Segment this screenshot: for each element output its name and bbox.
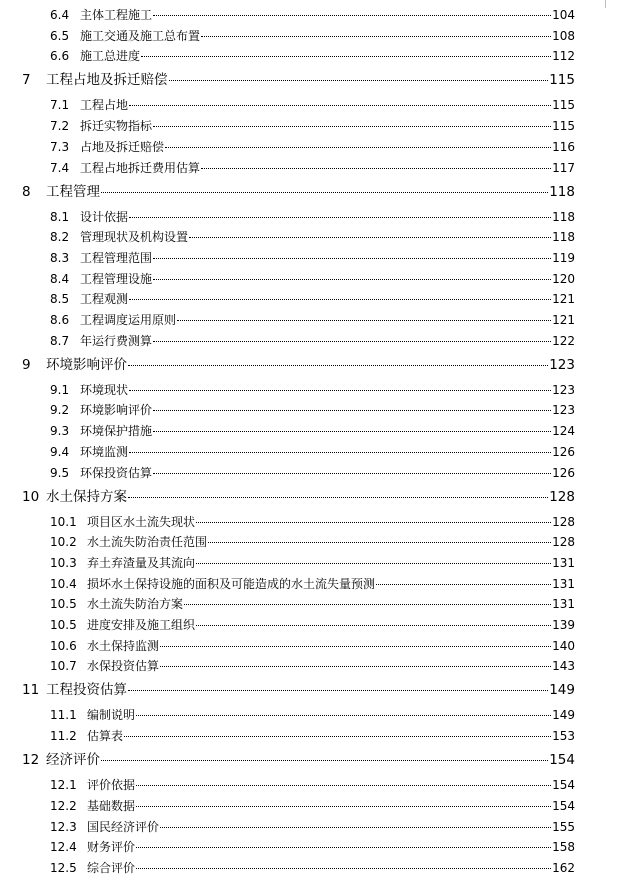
- toc-dot-leader: [128, 497, 548, 498]
- toc-entry-title: 水保投资估算: [87, 659, 160, 674]
- toc-entry-page: 122: [552, 333, 575, 348]
- toc-entry-number: 8: [22, 183, 31, 200]
- toc-entry-page: 154: [549, 752, 575, 769]
- toc-entry-page: 116: [552, 139, 575, 154]
- toc-entry-page: 115: [552, 98, 575, 113]
- toc-section-entry[interactable]: [50, 381, 575, 398]
- toc-entry-number: 6.4: [50, 8, 70, 22]
- toc-dot-leader: [129, 452, 551, 453]
- toc-entry-number: 12.1: [50, 778, 77, 793]
- toc-entry-number: 12.5: [50, 860, 77, 875]
- toc-entry-number: 10.5: [50, 597, 77, 612]
- toc-entry-number: 12.4: [50, 840, 77, 855]
- toc-dot-leader: [129, 217, 551, 218]
- toc-dot-leader: [129, 299, 551, 300]
- toc-dot-leader: [208, 542, 551, 543]
- toc-entry-title: 环境影响评价: [80, 403, 153, 418]
- toc-dot-leader: [160, 646, 551, 647]
- toc-entry-number: 10: [22, 488, 40, 505]
- toc-entry-page: 131: [552, 576, 575, 591]
- toc-dot-leader: [153, 473, 551, 474]
- toc-entry-page: 128: [552, 514, 575, 529]
- toc-dot-leader: [177, 320, 551, 321]
- toc-entry-number: 11.1: [50, 708, 77, 723]
- toc-section-entry[interactable]: [50, 554, 575, 571]
- toc-entry-page: 158: [552, 840, 575, 855]
- toc-entry-number: 8.5: [50, 292, 70, 307]
- toc-section-entry[interactable]: [50, 616, 575, 633]
- page-margin-marker: [605, 0, 606, 8]
- toc-dot-leader: [165, 147, 551, 148]
- toc-chapter-entry[interactable]: [22, 68, 575, 88]
- toc-entry-number: 8.1: [50, 209, 70, 224]
- toc-entry-number: 10.5: [50, 618, 77, 632]
- toc-section-entry[interactable]: [50, 533, 575, 550]
- toc-entry-page: 128: [552, 535, 575, 550]
- toc-entry-page: 126: [552, 444, 575, 459]
- toc-entry-title: 经济评价: [46, 752, 100, 769]
- toc-chapter-entry[interactable]: [22, 678, 575, 698]
- toc-entry-page: 120: [552, 271, 575, 286]
- toc-dot-leader: [201, 36, 551, 37]
- toc-entry-title: 占地及拆迁赔偿: [80, 139, 165, 154]
- toc-entry-page: 139: [552, 618, 575, 632]
- toc-entry-title: 编制说明: [87, 708, 136, 723]
- toc-dot-leader: [136, 785, 551, 786]
- toc-entry-title: 评价依据: [87, 778, 136, 793]
- toc-entry-page: 153: [552, 729, 575, 744]
- toc-entry-page: 115: [552, 119, 575, 134]
- toc-entry-page: 118: [552, 209, 575, 224]
- toc-entry-title: 水土保持监测: [87, 638, 160, 653]
- toc-dot-leader: [153, 15, 551, 16]
- toc-entry-number: 8.6: [50, 313, 70, 327]
- toc-section-entry[interactable]: [50, 47, 575, 64]
- toc-section-entry[interactable]: [50, 706, 575, 723]
- toc-entry-page: 121: [552, 292, 575, 307]
- toc-entry-page: 118: [549, 183, 575, 200]
- toc-entry-page: 118: [552, 230, 575, 245]
- toc-entry-title: 工程占地拆迁费用估算: [80, 160, 201, 175]
- toc-entry-page: 121: [552, 313, 575, 327]
- toc-dot-leader: [153, 279, 551, 280]
- toc-entry-page: 131: [552, 555, 575, 570]
- toc-entry-number: 7.1: [50, 98, 70, 113]
- toc-section-entry[interactable]: [50, 797, 575, 814]
- toc-section-entry[interactable]: [50, 838, 575, 855]
- toc-entry-title: 估算表: [87, 729, 124, 744]
- toc-section-entry[interactable]: [50, 657, 575, 674]
- toc-entry-title: 工程占地及拆迁赔偿: [46, 72, 168, 89]
- toc-chapter-entry[interactable]: [22, 353, 575, 373]
- toc-section-entry[interactable]: [50, 443, 575, 460]
- toc-entry-title: 施工交通及施工总布置: [80, 28, 201, 43]
- toc-section-entry[interactable]: [50, 727, 575, 744]
- toc-entry-title: 工程观测: [80, 292, 129, 307]
- toc-entry-title: 损坏水土保持设施的面积及可能造成的水土流失量预测: [87, 576, 376, 591]
- toc-entry-page: 119: [552, 250, 575, 265]
- toc-section-entry[interactable]: [50, 249, 575, 266]
- toc-entry-title: 国民经济评价: [87, 819, 160, 834]
- toc-entry-number: 7.4: [50, 160, 70, 175]
- toc-section-entry[interactable]: [50, 159, 575, 176]
- toc-entry-number: 7: [22, 72, 31, 89]
- toc-entry-number: 10.3: [50, 555, 77, 570]
- toc-entry-page: 154: [552, 798, 575, 813]
- toc-entry-page: 108: [552, 28, 575, 43]
- toc-dot-leader: [128, 365, 548, 366]
- toc-entry-number: 9.2: [50, 403, 70, 418]
- toc-chapter-entry[interactable]: [22, 180, 575, 200]
- toc-entry-page: 162: [552, 860, 575, 875]
- toc-section-entry[interactable]: [50, 311, 575, 328]
- toc-dot-leader: [141, 56, 551, 57]
- toc-entry-page: 123: [552, 403, 575, 418]
- toc-dot-leader: [201, 168, 551, 169]
- toc-section-entry[interactable]: [50, 422, 575, 439]
- toc-entry-title: 进度安排及施工组织: [87, 618, 196, 632]
- toc-entry-title: 环境保护措施: [80, 424, 153, 439]
- toc-section-entry[interactable]: [50, 208, 575, 225]
- toc-entry-number: 10.6: [50, 638, 77, 653]
- toc-entry-title: 工程管理设施: [80, 271, 153, 286]
- toc-dot-leader: [128, 690, 548, 691]
- toc-entry-page: 104: [552, 8, 575, 22]
- toc-entry-number: 8.2: [50, 230, 70, 245]
- toc-entry-number: 9.1: [50, 382, 70, 397]
- toc-section-entry[interactable]: [50, 595, 575, 612]
- toc-dot-leader: [153, 410, 551, 411]
- toc-dot-leader: [376, 584, 551, 585]
- toc-entry-page: 149: [549, 682, 575, 699]
- toc-entry-page: 149: [552, 708, 575, 723]
- toc-entry-title: 拆迁实物指标: [80, 119, 153, 134]
- toc-entry-title: 环保投资估算: [80, 465, 153, 480]
- toc-section-entry[interactable]: [50, 637, 575, 654]
- toc-dot-leader: [129, 105, 551, 106]
- toc-entry-number: 6.6: [50, 49, 70, 64]
- toc-dot-leader: [153, 126, 551, 127]
- toc-entry-number: 10.2: [50, 535, 77, 550]
- toc-entry-title: 弃土弃渣量及其流向: [87, 555, 196, 570]
- toc-entry-title: 施工总进度: [80, 49, 141, 64]
- toc-entry-number: 10.7: [50, 659, 77, 674]
- toc-entry-number: 9: [22, 356, 31, 373]
- toc-section-entry[interactable]: [50, 776, 575, 793]
- toc-dot-leader: [189, 237, 551, 238]
- toc-entry-title: 基础数据: [87, 798, 136, 813]
- toc-entry-page: 154: [552, 778, 575, 793]
- toc-dot-leader: [184, 604, 551, 605]
- toc-dot-leader: [153, 341, 551, 342]
- toc-entry-page: 124: [552, 424, 575, 439]
- toc-dot-leader: [153, 258, 551, 259]
- toc-section-entry[interactable]: [50, 290, 575, 307]
- toc-section-entry[interactable]: [50, 138, 575, 155]
- toc-entry-page: 126: [552, 465, 575, 480]
- toc-entry-number: 9.3: [50, 424, 70, 439]
- toc-entry-page: 117: [552, 160, 575, 175]
- toc-entry-title: 工程占地: [80, 98, 129, 113]
- toc-entry-number: 10.1: [50, 514, 77, 529]
- toc-entry-title: 工程管理范围: [80, 250, 153, 265]
- toc-entry-number: 7.2: [50, 119, 70, 134]
- toc-entry-title: 综合评价: [87, 860, 136, 875]
- toc-entry-page: 123: [552, 382, 575, 397]
- toc-entry-title: 主体工程施工: [80, 8, 153, 22]
- toc-entry-page: 112: [552, 49, 575, 64]
- toc-entry-number: 9.4: [50, 444, 70, 459]
- toc-dot-leader: [196, 522, 551, 523]
- toc-entry-number: 9.5: [50, 465, 70, 480]
- toc-section-entry[interactable]: [50, 96, 575, 113]
- toc-entry-page: 155: [552, 819, 575, 834]
- toc-entry-title: 水土流失防治方案: [87, 597, 184, 612]
- toc-entry-title: 财务评价: [87, 840, 136, 855]
- toc-dot-leader: [136, 847, 551, 848]
- toc-section-entry[interactable]: [50, 464, 575, 481]
- toc-entry-title: 环境监测: [80, 444, 129, 459]
- toc-entry-number: 12.3: [50, 819, 77, 834]
- toc-entry-page: 115: [549, 72, 575, 89]
- toc-entry-number: 10.4: [50, 576, 77, 591]
- toc-entry-title: 水土流失防治责任范围: [87, 535, 208, 550]
- toc-section-entry[interactable]: [50, 27, 575, 44]
- toc-dot-leader: [101, 760, 548, 761]
- toc-entry-number: 8.3: [50, 250, 70, 265]
- toc-entry-title: 年运行费测算: [80, 333, 153, 348]
- toc-entry-page: 143: [552, 659, 575, 674]
- toc-entry-number: 11.2: [50, 729, 77, 744]
- toc-section-entry[interactable]: [50, 117, 575, 134]
- toc-entry-title: 工程调度运用原则: [80, 313, 177, 327]
- toc-entry-number: 8.7: [50, 333, 70, 348]
- toc-section-entry[interactable]: [50, 401, 575, 418]
- toc-dot-leader: [196, 625, 551, 626]
- toc-entry-page: 123: [549, 356, 575, 373]
- toc-dot-leader: [160, 666, 551, 667]
- toc-dot-leader: [169, 80, 549, 81]
- toc-entry-number: 12: [22, 752, 40, 769]
- toc-entry-page: 128: [549, 488, 575, 505]
- toc-entry-title: 水土保持方案: [46, 488, 127, 505]
- toc-section-entry[interactable]: [50, 228, 575, 245]
- toc-dot-leader: [153, 431, 551, 432]
- toc-chapter-entry[interactable]: [22, 485, 575, 505]
- toc-entry-title: 环境影响评价: [46, 356, 127, 373]
- toc-entry-number: 7.3: [50, 139, 70, 154]
- toc-entry-number: 8.4: [50, 271, 70, 286]
- toc-entry-title: 工程投资估算: [46, 682, 127, 699]
- toc-entry-title: 工程管理: [46, 183, 100, 200]
- toc-section-entry[interactable]: [50, 270, 575, 287]
- toc-entry-title: 管理现状及机构设置: [80, 230, 189, 245]
- toc-dot-leader: [136, 868, 551, 869]
- toc-dot-leader: [136, 806, 551, 807]
- toc-section-entry[interactable]: [50, 513, 575, 530]
- toc-dot-leader: [129, 390, 551, 391]
- toc-entry-number: 12.2: [50, 798, 77, 813]
- toc-dot-leader: [136, 715, 551, 716]
- toc-entry-title: 环境现状: [80, 382, 129, 397]
- toc-entry-page: 140: [552, 638, 575, 653]
- toc-entry-number: 11: [22, 682, 40, 699]
- toc-entry-title: 项目区水土流失现状: [87, 514, 196, 529]
- toc-chapter-entry[interactable]: [22, 748, 575, 768]
- toc-dot-leader: [101, 192, 548, 193]
- toc-entry-title: 设计依据: [80, 209, 129, 224]
- toc-entry-number: 6.5: [50, 28, 70, 43]
- toc-dot-leader: [124, 736, 551, 737]
- toc-section-entry[interactable]: [50, 575, 575, 592]
- toc-section-entry[interactable]: [50, 859, 575, 876]
- toc-section-entry[interactable]: [50, 818, 575, 835]
- toc-section-entry[interactable]: [50, 6, 575, 23]
- toc-dot-leader: [160, 827, 551, 828]
- toc-dot-leader: [196, 563, 551, 564]
- toc-section-entry[interactable]: [50, 332, 575, 349]
- toc-entry-page: 131: [552, 597, 575, 612]
